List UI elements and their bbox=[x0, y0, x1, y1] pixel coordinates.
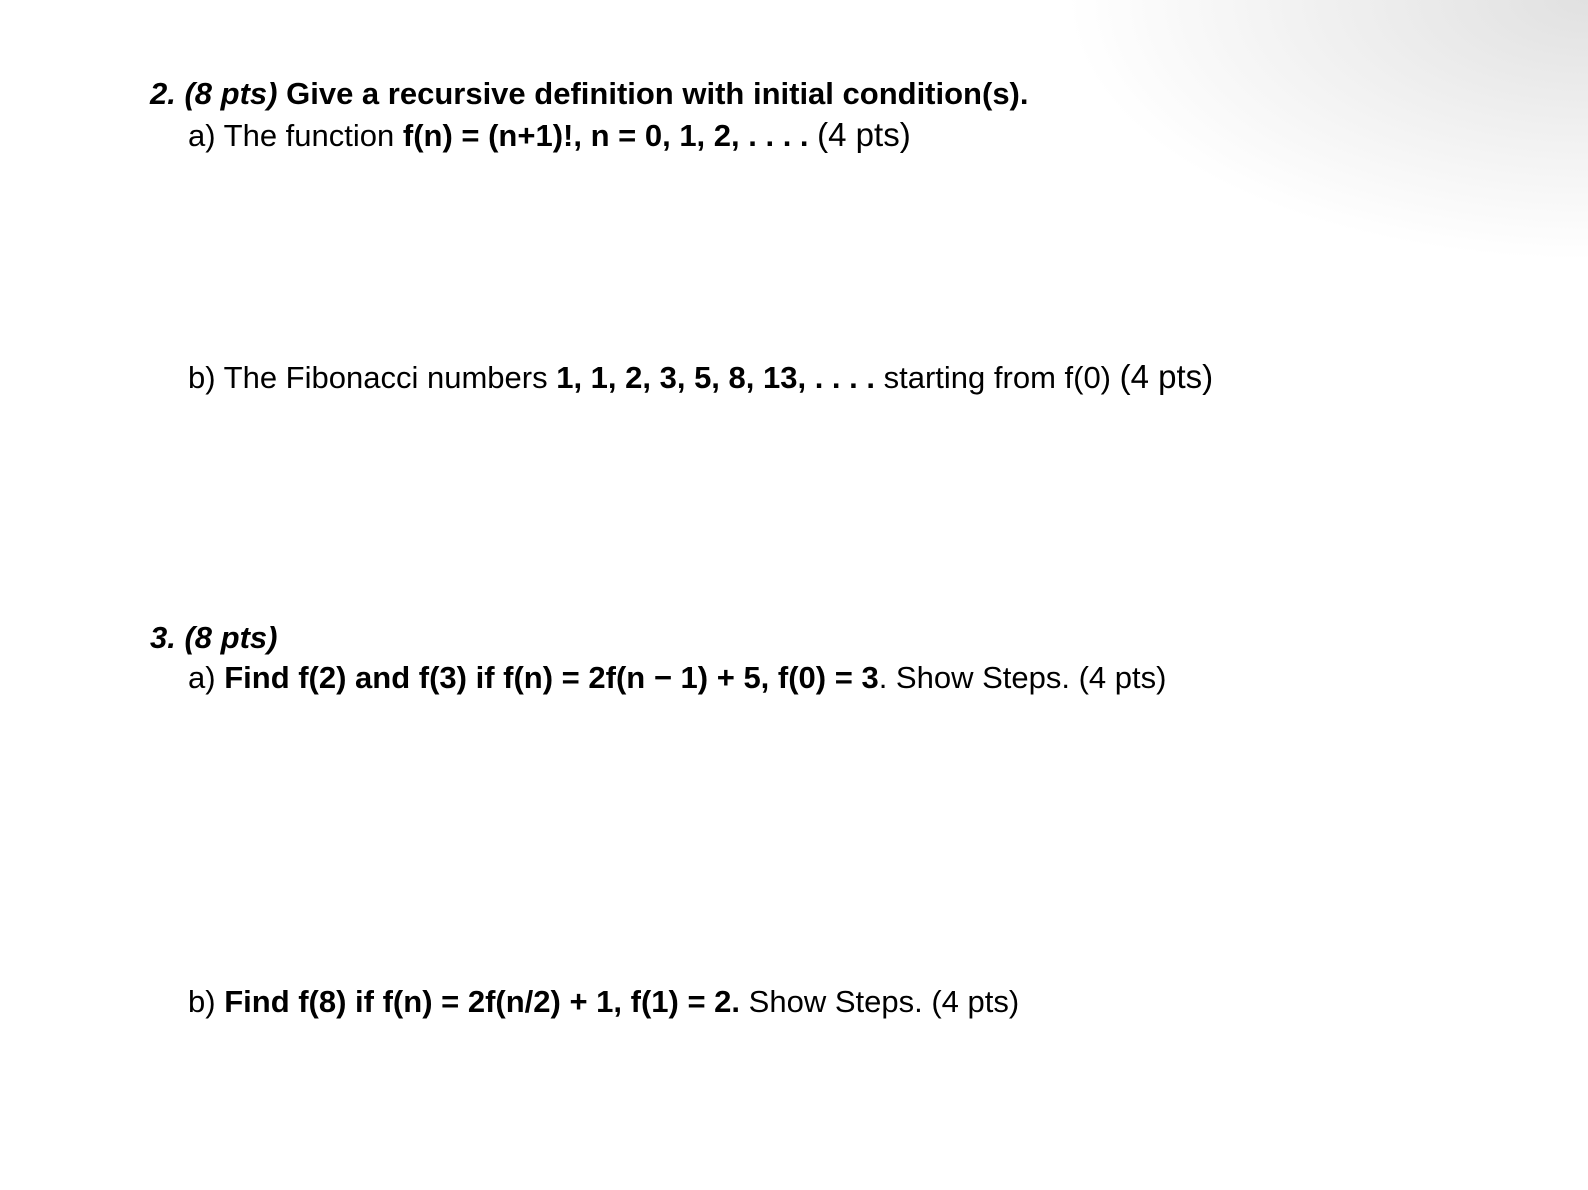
question-2b bbox=[188, 359, 1213, 396]
question-3a-label: a) bbox=[188, 660, 216, 695]
question-2b-text: The Fibonacci numbers bbox=[223, 360, 548, 395]
question-3-heading bbox=[150, 620, 277, 656]
question-3b-expression: Find f(8) if f(n) = 2f(n/2) + 1, f(1) = 2. bbox=[224, 984, 741, 1019]
question-3b-suffix: Show Steps. (4 pts) bbox=[748, 984, 1020, 1019]
question-2b-points: (4 pts) bbox=[1119, 358, 1214, 395]
question-2a-text: The function bbox=[223, 118, 395, 153]
question-3b-label: b) bbox=[188, 984, 216, 1019]
question-2-points: (8 pts) bbox=[184, 76, 278, 111]
question-3-points: (8 pts) bbox=[184, 620, 278, 655]
question-3-number: 3. bbox=[150, 620, 176, 655]
question-2a bbox=[188, 117, 911, 154]
question-3a bbox=[188, 660, 1166, 696]
question-3a-suffix: . Show Steps. (4 pts) bbox=[878, 660, 1167, 695]
question-2b-suffix: starting from f(0) bbox=[883, 360, 1112, 395]
question-2b-expression: 1, 1, 2, 3, 5, 8, 13, . . . . bbox=[556, 360, 875, 395]
question-2-number: 2. bbox=[150, 76, 176, 111]
question-3b bbox=[188, 984, 1019, 1020]
question-3a-expression: Find f(2) and f(3) if f(n) = 2f(n − 1) + 5, f(0) = 3 bbox=[224, 660, 879, 695]
question-2a-points: (4 pts) bbox=[817, 116, 911, 153]
question-2b-label: b) bbox=[188, 360, 216, 395]
question-2a-expression: f(n) = (n+1)!, n = 0, 1, 2, . . . . bbox=[402, 118, 809, 153]
question-2-heading bbox=[150, 76, 1029, 112]
question-2-prompt: Give a recursive definition with initial condition(s). bbox=[286, 76, 1029, 111]
question-2a-label: a) bbox=[188, 118, 216, 153]
